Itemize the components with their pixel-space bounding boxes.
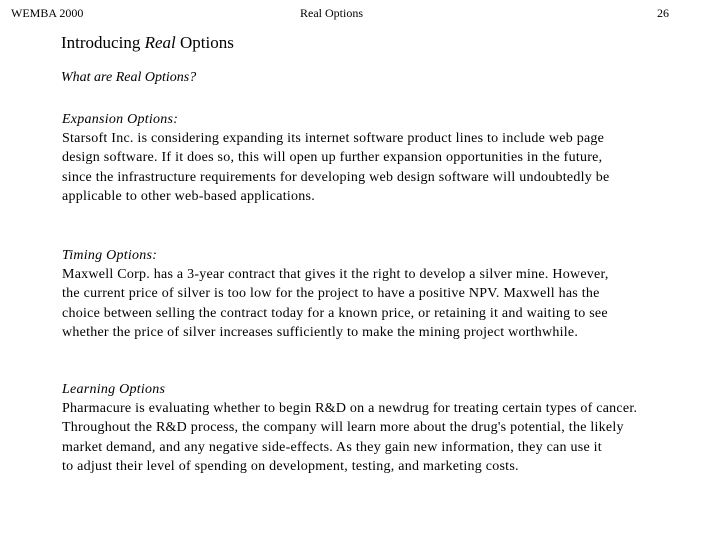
section-line: Pharmacure is evaluating whether to begin R&D on a newdrug for treating certain types of cancer. xyxy=(62,401,638,417)
section-line: design software. If it does so, this will open up further expansion opportunities in the future, xyxy=(62,150,603,166)
page-title xyxy=(61,33,234,53)
page-number: 26 xyxy=(657,6,669,20)
section-title: Learning Options xyxy=(62,382,166,397)
page-title-suffix: Options xyxy=(175,33,234,52)
section-line: Starsoft Inc. is considering expanding its internet software product lines to include web page xyxy=(62,131,605,147)
section-timing-options xyxy=(62,246,712,342)
section-title: Expansion Options: xyxy=(62,112,179,127)
section-line: whether the price of silver increases sufficiently to make the mining project worthwhile. xyxy=(62,324,579,340)
section-line: Maxwell Corp. has a 3-year contract that gives it the right to develop a silver mine. However, xyxy=(62,267,609,283)
page-title-prefix: Introducing xyxy=(61,33,145,52)
section-line: applicable to other web-based applications. xyxy=(62,188,315,204)
section-learning-options xyxy=(62,380,712,476)
section-line: the current price of silver is too low for the project to have a positive NPV. Maxwell has the xyxy=(62,286,600,302)
section-line: Throughout the R&D process, the company will learn more about the drug's potential, the likely xyxy=(62,420,624,436)
section-title: Timing Options: xyxy=(62,248,158,263)
section-line: since the infrastructure requirements for developing web design software will undoubtedly be xyxy=(62,169,610,185)
section-expansion-options xyxy=(62,110,712,206)
header-topic-label: Real Options xyxy=(300,6,363,20)
page-title-emphasis: Real xyxy=(144,33,176,52)
section-line: to adjust their level of spending on development, testing, and marketing costs. xyxy=(62,458,519,474)
header-course-label: WEMBA 2000 xyxy=(11,6,84,20)
section-line: market demand, and any negative side-effects. As they gain new information, they can use it xyxy=(62,439,602,455)
page-subtitle: What are Real Options? xyxy=(61,70,197,85)
section-line: choice between selling the contract today for a known price, or retaining it and waiting to see xyxy=(62,305,608,321)
